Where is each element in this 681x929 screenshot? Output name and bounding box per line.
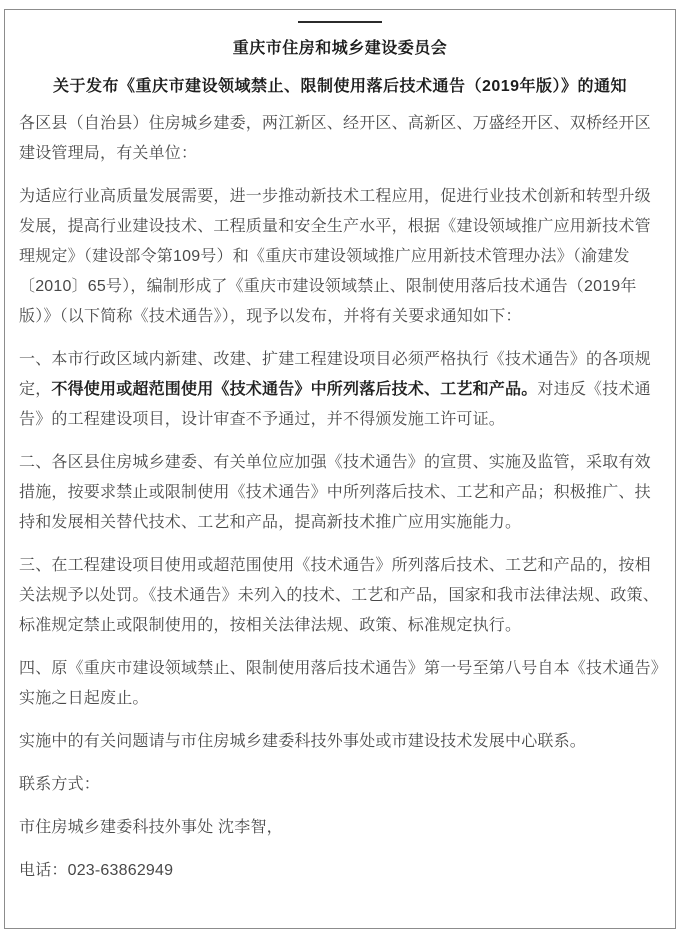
notice-item-3: 三、在工程建设项目使用或超范围使用《技术通告》所列落后技术、工艺和产品的，按相关法规予以处罚。《技术通告》未列入的技术、工艺和产品，国家和我市法律法规、政策、标准规定禁止或限制使用的，按相关法律法规、政策、标准规定执行。 bbox=[19, 557, 660, 634]
contact-label: 联系方式： bbox=[19, 776, 101, 793]
notice-page bbox=[4, 9, 676, 929]
contact-note-paragraph: 实施中的有关问题请与市住房城乡建委科技外事处或市建设技术发展中心联系。 bbox=[19, 733, 587, 750]
contact-person: 市住房城乡建委科技外事处 沈李智， bbox=[19, 819, 283, 836]
top-divider bbox=[298, 21, 382, 23]
org-title: 重庆市住房和城乡建设委员会 bbox=[232, 40, 448, 57]
notice-item-4: 四、原《重庆市建设领域禁止、限制使用落后技术通告》第一号至第八号自本《技术通告》实施之日起废止。 bbox=[19, 660, 660, 707]
notice-item-1-post: 对违反《技术通告》的工程建设项目，设计审查不予通过，并不得颁发施工许可证。 bbox=[19, 381, 651, 428]
notice-item-2: 二、各区县住房城乡建委、有关单位应加强《技术通告》的宣贯、实施及监管，采取有效措施，按要求禁止或限制使用《技术通告》中所列落后技术、工艺和产品；积极推广、扶持和发展相关替代技术、工艺和产品，提高新技术推广应用实施能力。 bbox=[19, 454, 651, 531]
notice-item-1-bold: 不得使用或超范围使用《技术通告》中所列落后技术、工艺和产品。 bbox=[51, 381, 538, 398]
doc-title: 关于发布《重庆市建设领域禁止、限制使用落后技术通告（2019年版）》的通知 bbox=[52, 78, 628, 95]
intro-paragraph: 为适应行业高质量发展需要，进一步推动新技术工程应用，促进行业技术创新和转型升级发展，提高行业建设技术、工程质量和安全生产水平，根据《建设领域推广应用新技术管理规定》（建设部令第109号）和《重庆市建设领域推广应用新技术管理办法》（渝建发〔2010〕65号），编制形成了《重庆市建设领域禁止、限制使用落后技术通告（2019年版）》（以下简称《技术通告》），现予以发布，并将有关要求通知如下： bbox=[19, 188, 651, 325]
notice-item-1 bbox=[19, 345, 661, 435]
addressee-paragraph: 各区县（自治县）住房城乡建委，两江新区、经开区、高新区、万盛经开区、双桥经开区建设管理局，有关单位： bbox=[19, 115, 651, 162]
notice-item-1-pre: 一、本市行政区域内新建、改建、扩建工程建设项目必须严格执行《技术通告》的各项规定， bbox=[19, 351, 651, 398]
contact-phone: 电话：023-63862949 bbox=[19, 862, 174, 879]
